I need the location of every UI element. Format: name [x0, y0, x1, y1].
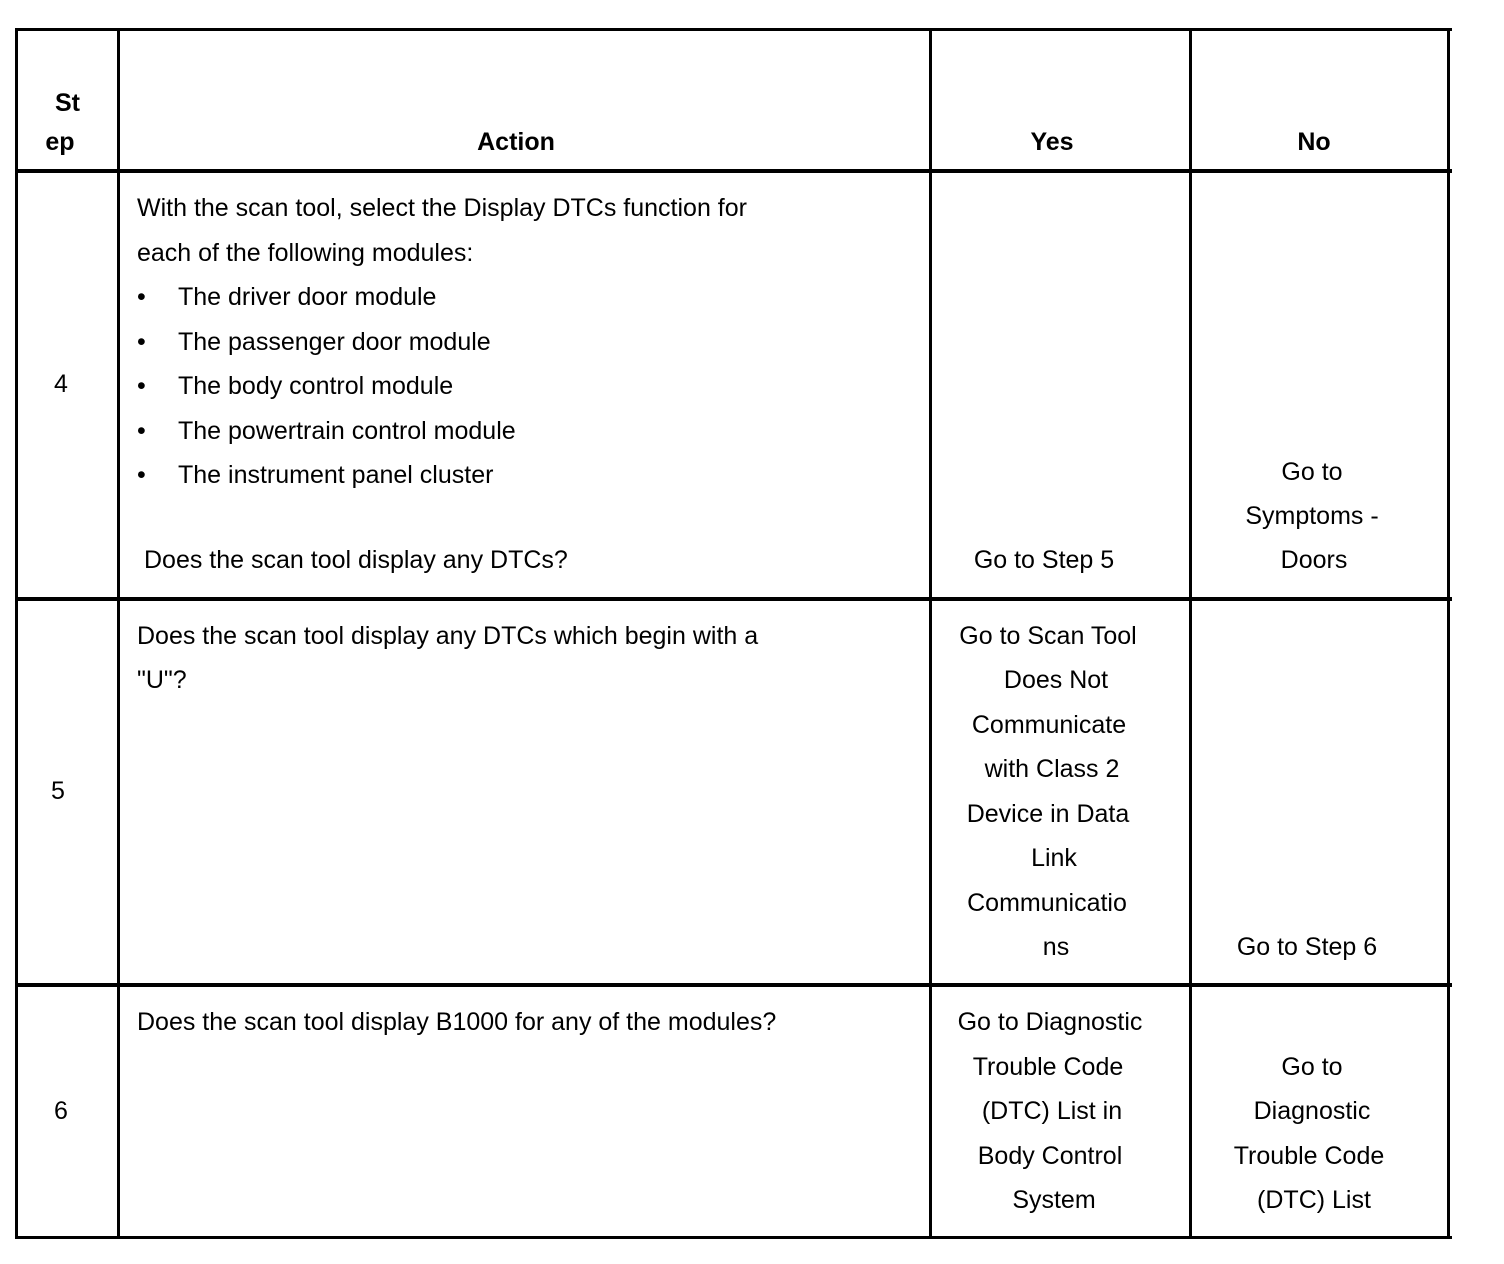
header-step-line2: ep — [45, 128, 75, 156]
action-text: With the scan tool, select the Display DTCs function for — [137, 194, 747, 222]
yes-result: Go to Diagnostic — [957, 1008, 1143, 1036]
no-result: Symptoms - — [1245, 502, 1379, 530]
yes-result: Communicate — [971, 711, 1127, 739]
table-border-top — [15, 28, 1452, 31]
header-action: Action — [477, 128, 555, 156]
action-question: Does the scan tool display any DTCs? — [144, 546, 568, 574]
page: St ep Action Yes No 4 With the scan tool, select the Display DTCs function for each of the following modules: • The driver door module • The passenger door module • The body control module • The powertrain control module • The instrument panel cluster Does the scan tool display any DTCs? Go to Step 5 Go to Symptoms - Doors 5 Does the scan tool display any DTCs which begin with a "U"? Go to Scan Tool Does Not Communicate with Class 2 Device in Data Link Communicatio ns Go to Step 6 6 Does the scan tool display B1000 for any of the modules? Go to Diagnostic Trouble Code (DTC) List in Body Control System Go to Diagnostic Trouble Code (DTC) List — [0, 0, 1504, 1264]
bullet-icon: • — [137, 461, 146, 489]
header-yes: Yes — [1030, 128, 1074, 156]
yes-result: Go to Scan Tool — [959, 622, 1137, 650]
row-divider — [15, 983, 1452, 987]
yes-result: Go to Step 5 — [973, 546, 1115, 574]
yes-result: Link — [1031, 844, 1077, 872]
row-divider — [15, 597, 1452, 601]
no-result: Diagnostic — [1253, 1097, 1371, 1125]
bullet-icon: • — [137, 283, 146, 311]
no-result: Doors — [1280, 546, 1348, 574]
yes-result: ns — [1042, 933, 1070, 961]
no-result: Trouble Code — [1233, 1142, 1385, 1170]
action-text: Does the scan tool display B1000 for any of the modules? — [137, 1008, 777, 1036]
table-border-right — [1447, 28, 1450, 1239]
header-no: No — [1297, 128, 1331, 156]
bullet-icon: • — [137, 417, 146, 445]
header-divider — [15, 169, 1452, 173]
yes-result: Trouble Code — [972, 1053, 1124, 1081]
no-result: Go to — [1281, 1053, 1343, 1081]
step-number: 5 — [51, 777, 65, 805]
column-divider — [117, 28, 120, 1239]
table-border-left — [15, 28, 18, 1239]
yes-result: Does Not — [1003, 666, 1109, 694]
header-step-line1: St — [55, 89, 80, 117]
table-border-bottom — [15, 1236, 1452, 1239]
yes-result: with Class 2 — [984, 755, 1120, 783]
yes-result: Communicatio — [967, 889, 1127, 917]
yes-result: Device in Data — [966, 800, 1130, 828]
yes-result: System — [1012, 1186, 1096, 1214]
yes-result: Body Control — [977, 1142, 1123, 1170]
step-number: 4 — [54, 370, 68, 398]
no-result: Go to — [1281, 458, 1343, 486]
no-result: (DTC) List — [1257, 1186, 1371, 1214]
bullet-icon: • — [137, 328, 146, 356]
action-text: Does the scan tool display any DTCs which begin with a — [137, 622, 759, 650]
bullet-icon: • — [137, 372, 146, 400]
no-result: Go to Step 6 — [1236, 933, 1378, 961]
step-number: 6 — [54, 1097, 68, 1125]
action-text: "U"? — [137, 666, 187, 694]
yes-result: (DTC) List in — [981, 1097, 1123, 1125]
action-text: each of the following modules: — [137, 239, 474, 267]
